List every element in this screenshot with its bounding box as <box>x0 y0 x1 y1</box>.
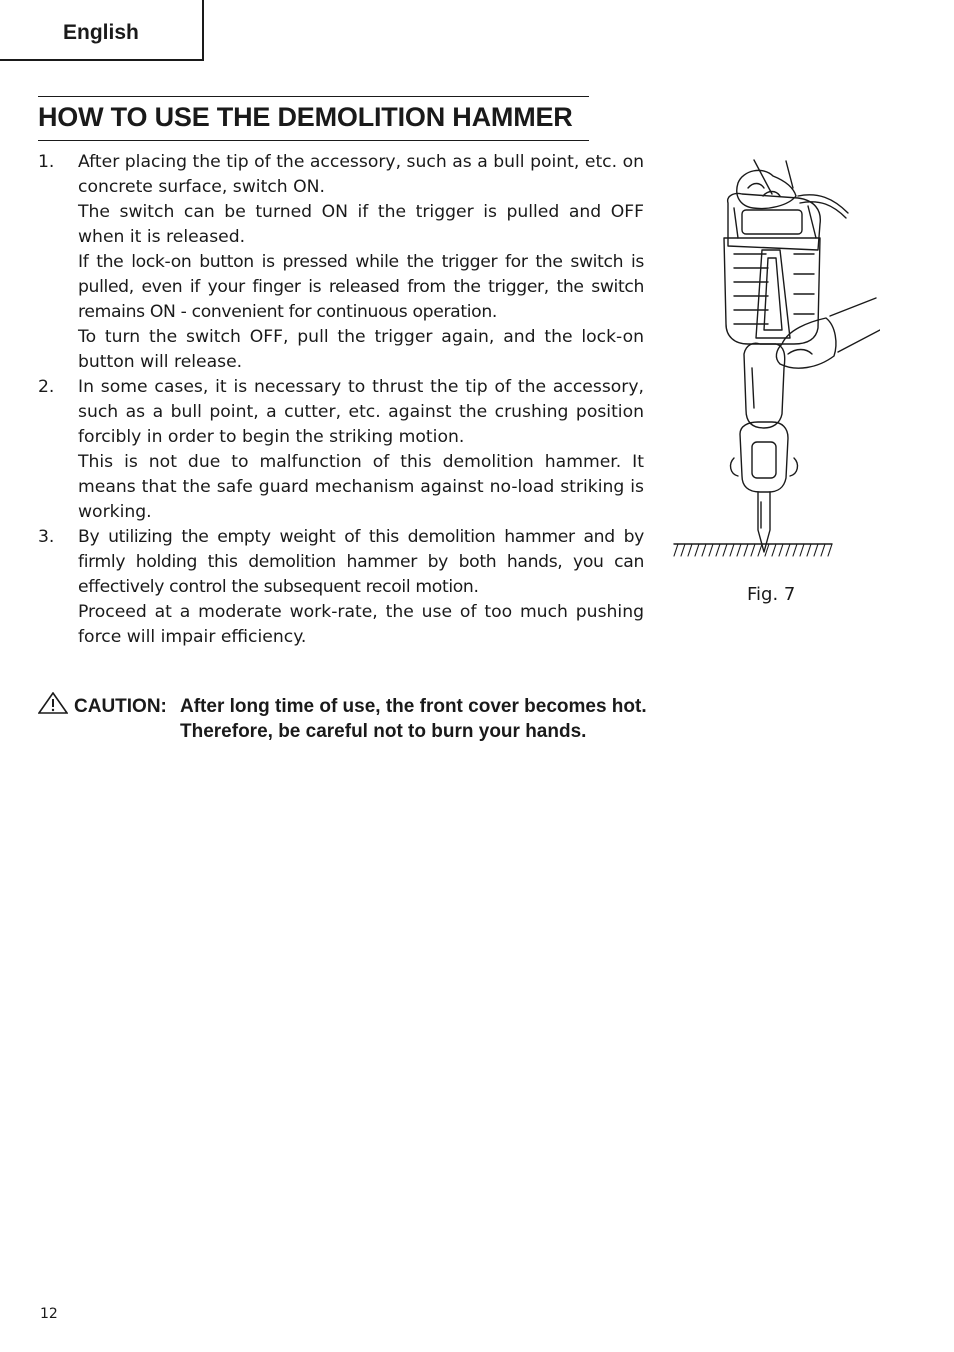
caution-label: CAUTION: <box>74 696 167 717</box>
step-paragraph: By utilizing the empty weight of this demolition hammer and by firmly holding this demolition hammer by both hands, you can effectively control the subsequent recoil motion. <box>78 527 644 597</box>
language-label: English <box>63 21 139 44</box>
step-3 <box>38 525 644 650</box>
page-number: 12 <box>40 1306 58 1322</box>
step-paragraph: Proceed at a moderate work-rate, the use of too much pushing force will impair efficiency. <box>78 602 644 647</box>
step-1 <box>38 150 644 375</box>
caution-text-line-1: After long time of use, the front cover becomes hot. <box>180 696 647 717</box>
step-paragraph: In some cases, it is necessary to thrust the tip of the accessory, such as a bull point, a cutter, etc. against the crushing position forcibly in order to begin the striking motion. <box>78 377 644 447</box>
step-number: 1. <box>38 152 55 172</box>
step-paragraph: This is not due to malfunction of this demolition hammer. It means that the safe guard mechanism against no-load striking is working. <box>78 452 644 522</box>
demolition-hammer-illustration <box>668 158 880 568</box>
step-number: 3. <box>38 527 55 547</box>
warning-triangle-icon <box>38 692 68 714</box>
step-paragraph: The switch can be turned ON if the trigger is pulled and OFF when it is released. <box>78 202 644 247</box>
instruction-list <box>38 150 644 650</box>
step-number: 2. <box>38 377 55 397</box>
step-paragraph: If the lock-on button is pressed while the trigger for the switch is pulled, even if your finger is released from the trigger, the switch remains ON - convenient for continuous operation. <box>78 252 644 322</box>
section-title: HOW TO USE THE DEMOLITION HAMMER <box>38 96 589 141</box>
step-paragraph: To turn the switch OFF, pull the trigger again, and the lock-on button will release. <box>78 327 644 372</box>
step-2 <box>38 375 644 525</box>
figure-caption: Fig. 7 <box>747 584 796 605</box>
step-paragraph: After placing the tip of the accessory, such as a bull point, etc. on concrete surface, switch ON. <box>78 152 644 197</box>
caution-text-line-2: Therefore, be careful not to burn your hands. <box>180 721 587 742</box>
language-tab <box>0 0 204 61</box>
